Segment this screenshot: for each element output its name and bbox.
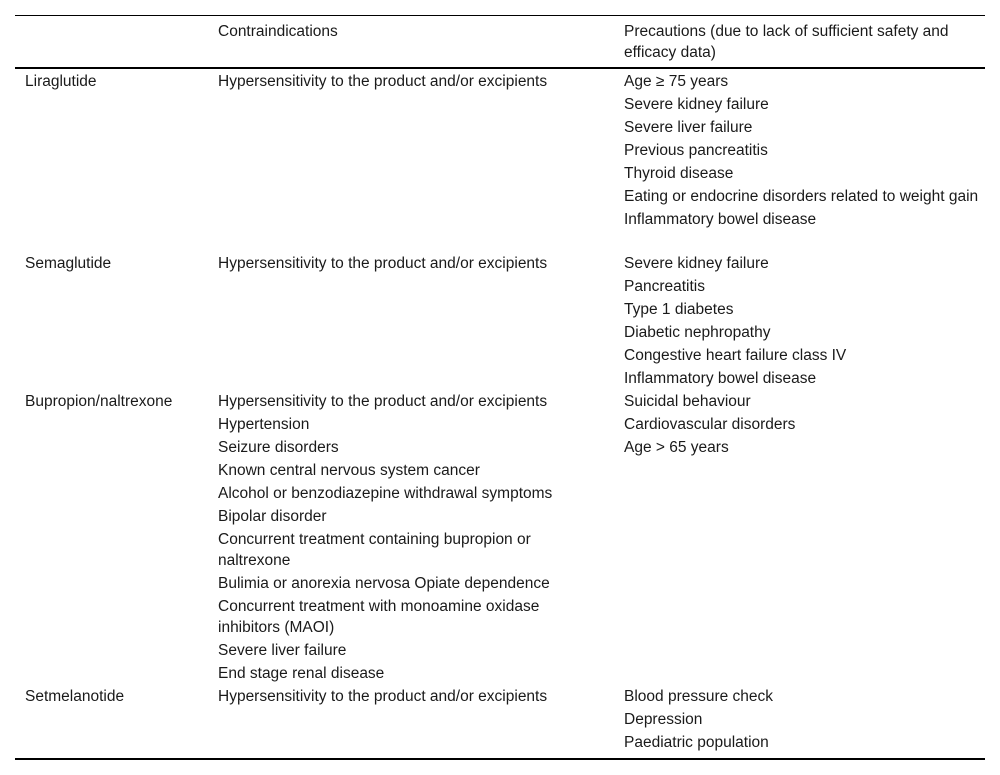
- precaution-item: Severe kidney failure: [624, 96, 769, 113]
- contraindication-item: Hypersensitivity to the product and/or excipients: [218, 393, 548, 410]
- precaution-item: Inflammatory bowel disease: [624, 370, 817, 387]
- precaution-item: Severe liver failure: [624, 119, 753, 136]
- contraindication-item: Hypersensitivity to the product and/or excipients: [218, 255, 548, 272]
- contraindications-liraglutide: [218, 71, 588, 94]
- drug-name-bupropion-naltrexone: Bupropion/naltrexone: [25, 393, 173, 410]
- header-contraindications: Contraindications: [218, 23, 338, 40]
- table-bottom-rule: [15, 758, 985, 760]
- precaution-item: Congestive heart failure class IV: [624, 347, 847, 364]
- contraindication-item: Concurrent treatment with monoamine oxidase inhibitors (MAOI): [218, 598, 540, 636]
- precautions-semaglutide: [624, 253, 979, 391]
- contraindication-item: Bulimia or anorexia nervosa Opiate dependence: [218, 575, 550, 592]
- contraindication-item: End stage renal disease: [218, 665, 385, 682]
- precaution-item: Cardiovascular disorders: [624, 416, 796, 433]
- contraindication-item: Concurrent treatment containing bupropion or naltrexone: [218, 531, 531, 569]
- precaution-item: Suicidal behaviour: [624, 393, 751, 410]
- table-header-rule: [15, 67, 985, 69]
- contraindication-item: Hypertension: [218, 416, 310, 433]
- header-precautions: Precautions (due to lack of sufficient safety and efficacy data): [624, 23, 949, 61]
- precautions-setmelanotide: [624, 686, 979, 755]
- precautions-liraglutide: [624, 71, 979, 232]
- contraindication-item: Severe liver failure: [218, 642, 347, 659]
- precaution-item: Inflammatory bowel disease: [624, 211, 817, 228]
- contraindication-item: Bipolar disorder: [218, 508, 327, 525]
- contraindications-bupropion-naltrexone: [218, 391, 588, 686]
- precaution-item: Diabetic nephropathy: [624, 324, 771, 341]
- contraindication-item: Alcohol or benzodiazepine withdrawal symptoms: [218, 485, 553, 502]
- precaution-item: Depression: [624, 711, 703, 728]
- contraindications-semaglutide: [218, 253, 588, 276]
- drug-name-semaglutide: Semaglutide: [25, 255, 112, 272]
- contraindication-item: Hypersensitivity to the product and/or excipients: [218, 688, 548, 705]
- precaution-item: Age > 65 years: [624, 439, 729, 456]
- precautions-bupropion-naltrexone: [624, 391, 979, 460]
- precaution-item: Pancreatitis: [624, 278, 705, 295]
- precaution-item: Paediatric population: [624, 734, 769, 751]
- precaution-item: Type 1 diabetes: [624, 301, 734, 318]
- precaution-item: Blood pressure check: [624, 688, 774, 705]
- precaution-item: Severe kidney failure: [624, 255, 769, 272]
- drug-name-setmelanotide: Setmelanotide: [25, 688, 125, 705]
- precaution-item: Age ≥ 75 years: [624, 73, 729, 90]
- precaution-item: Eating or endocrine disorders related to weight gain: [624, 188, 979, 205]
- contraindication-item: Hypersensitivity to the product and/or excipients: [218, 73, 548, 90]
- contraindication-item: Known central nervous system cancer: [218, 462, 480, 479]
- contraindication-item: Seizure disorders: [218, 439, 339, 456]
- precaution-item: Previous pancreatitis: [624, 142, 768, 159]
- contraindications-setmelanotide: [218, 686, 588, 709]
- precaution-item: Thyroid disease: [624, 165, 734, 182]
- table-top-rule: [15, 15, 985, 16]
- drug-name-liraglutide: Liraglutide: [25, 73, 97, 90]
